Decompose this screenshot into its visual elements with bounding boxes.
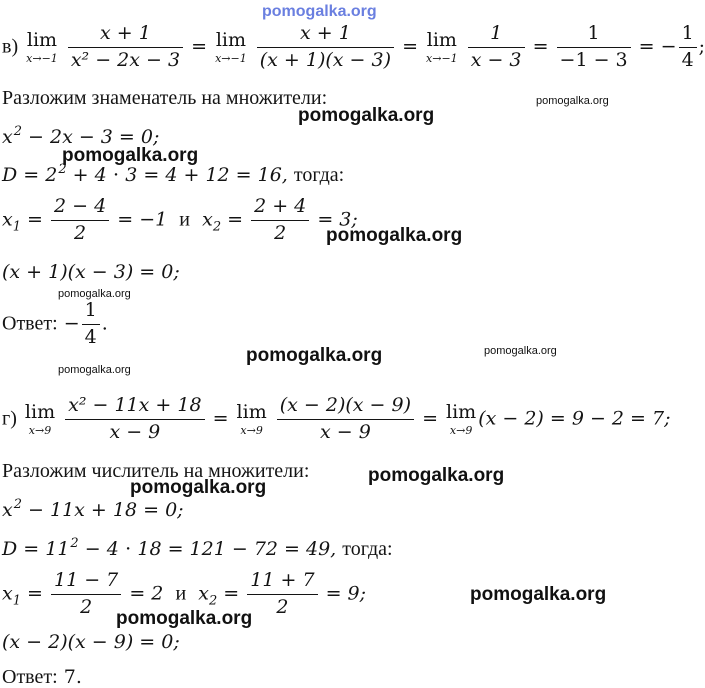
- exponent: 2: [70, 536, 79, 551]
- numerator: 11 − 7: [51, 570, 121, 595]
- numerator: 2 + 4: [251, 196, 309, 221]
- lim-word: lim: [446, 400, 477, 423]
- denominator: x − 9: [109, 420, 161, 443]
- numerator: x² − 11x + 18: [65, 395, 204, 420]
- watermark-small: pomogalka.org: [484, 345, 557, 357]
- part-v-quadratic-equation: [2, 125, 159, 147]
- numerator: 1: [468, 23, 525, 48]
- part-v-answer: Ответ: − $\frac{1}{4}$ .: [2, 299, 108, 348]
- exponent: 2: [13, 497, 22, 512]
- subscript: 1: [12, 593, 21, 609]
- watermark: pomogalka.org: [326, 225, 463, 246]
- result-fraction: [679, 23, 697, 72]
- denominator: (x + 1)(x − 3): [259, 48, 392, 71]
- numerator: x + 1: [257, 23, 394, 48]
- then-word: тогда:: [342, 538, 393, 560]
- lim-word: lim: [26, 28, 58, 51]
- fraction: [277, 395, 414, 444]
- equation-rest: − 11x + 18 = 0;: [22, 499, 184, 521]
- root-variable: x: [202, 208, 213, 231]
- part-g-factored-form: (x − 2)(x − 9) = 0;: [2, 631, 180, 653]
- watermark: pomogalka.org: [368, 465, 505, 486]
- lim-subscript: x→9: [28, 423, 52, 437]
- watermark: pomogalka.org: [116, 608, 253, 629]
- disc-start: D = 11: [2, 538, 70, 560]
- watermark: pomogalka.org: [470, 584, 607, 605]
- root-value: = 9;: [325, 582, 367, 605]
- part-g-quadratic-equation: [2, 498, 184, 520]
- lim-word: lim: [236, 400, 267, 423]
- exponent: 2: [13, 124, 22, 139]
- answer-fraction: [82, 300, 100, 349]
- denominator: 2: [274, 221, 287, 244]
- watermark: pomogalka.org: [246, 345, 383, 366]
- root-variable: x: [2, 208, 13, 231]
- part-g-factor-heading: Разложим числитель на множители:: [2, 460, 310, 482]
- limit-operator: [26, 28, 58, 65]
- denominator: x − 3: [470, 48, 522, 71]
- fraction: [68, 23, 183, 72]
- numerator: 11 + 7: [247, 570, 317, 595]
- numerator: 1: [557, 23, 631, 48]
- watermark-small: pomogalka.org: [58, 288, 131, 300]
- and-word: и: [179, 208, 190, 231]
- part-v-label: в): [2, 35, 19, 58]
- watermark-top: pomogalka.org: [262, 3, 377, 20]
- part-v-factored-form: (x + 1)(x − 3) = 0;: [2, 261, 180, 283]
- disc-rest: + 4 ⋅ 3 = 4 + 12 = 16,: [66, 164, 288, 186]
- part-g-limit-line: г) lim x→9 $\frac{\text{x² − 11x + 18}}{x - 9}$ = lim x→9 $\frac{(x - 2)(x - 9)}{x - 9}$ = lim x→9 (x − 2) = 9 − 2 = 7;: [2, 394, 671, 443]
- numerator: 1: [679, 23, 697, 48]
- exponent: 2: [58, 162, 67, 177]
- fraction: [468, 23, 525, 72]
- denominator: x − 9: [319, 420, 371, 443]
- limit-operator: [24, 400, 56, 437]
- numerator: 1: [82, 300, 100, 325]
- variable: x: [2, 126, 13, 148]
- variable: x: [2, 499, 13, 521]
- lim-word: lim: [24, 400, 56, 423]
- answer-label: Ответ:: [2, 312, 58, 335]
- then-word: тогда:: [293, 164, 345, 186]
- part-v-roots: $x_1$ = $\frac{2 - 4}{2}$ = −1 и $x_2$ = $\frac{2 + 4}{2}$ = 3;: [2, 195, 358, 244]
- part-g-discriminant: [2, 537, 393, 559]
- part-v-limit-line: в) lim x→−1 $\frac{x + 1}{\text{x² − 2x − 3}}$ = lim x→−1 $\frac{x + 1}{(x + 1)(x - 3)}$ = lim x→−1 $\frac{1}{x - 3}$ = $\frac{1}{-1 - 3}$ = − $\frac{1}{4}$ ;: [2, 22, 705, 71]
- part-g-label: г): [2, 407, 17, 430]
- fraction: [557, 23, 631, 72]
- lim-word: lim: [215, 28, 246, 51]
- limit-operator: [215, 28, 247, 65]
- root-value: = 2: [129, 582, 164, 605]
- denominator: x² − 2x − 3: [70, 48, 181, 71]
- fraction: [251, 196, 309, 245]
- denominator: 4: [84, 325, 97, 348]
- part-g-roots: $x_1$ = $\frac{11 - 7}{2}$ = 2 и $x_2$ = $\frac{11 + 7}{2}$ = 9;: [2, 569, 367, 618]
- part-v-discriminant: [2, 163, 344, 185]
- subscript: 2: [208, 593, 218, 609]
- limit-tail: (x − 2) = 9 − 2 = 7;: [478, 407, 671, 430]
- root-variable: x: [198, 582, 209, 605]
- denominator: −1 − 3: [559, 48, 628, 71]
- watermark: pomogalka.org: [130, 477, 267, 498]
- answer-label: Ответ:: [2, 666, 58, 688]
- fraction: [65, 395, 204, 444]
- fraction: [51, 196, 109, 245]
- numerator: (x − 2)(x − 9): [277, 395, 414, 420]
- disc-rest: − 4 ⋅ 18 = 121 − 72 = 49,: [78, 538, 337, 560]
- root-value: = −1: [117, 208, 168, 231]
- denominator: 2: [276, 595, 289, 618]
- limit-operator: [426, 28, 458, 65]
- denominator: 2: [80, 595, 93, 618]
- fraction: [51, 570, 121, 619]
- numerator: x + 1: [68, 23, 183, 48]
- root-variable: x: [2, 582, 13, 605]
- lim-subscript: x→−1: [426, 51, 458, 65]
- denominator: 2: [74, 221, 87, 244]
- subscript: 2: [212, 219, 222, 235]
- watermark-small: pomogalka.org: [58, 364, 131, 376]
- root-value: = 3;: [317, 208, 358, 231]
- watermark-small: pomogalka.org: [536, 95, 609, 107]
- limit-operator: [236, 400, 267, 437]
- subscript: 1: [12, 219, 21, 235]
- denominator: 4: [681, 48, 694, 71]
- equation-rest: − 2x − 3 = 0;: [22, 126, 160, 148]
- fraction: [257, 23, 394, 72]
- disc-start: D = 2: [2, 164, 58, 186]
- lim-subscript: x→9: [240, 423, 263, 437]
- lim-subscript: x→−1: [215, 51, 247, 65]
- watermark: pomogalka.org: [62, 145, 199, 166]
- part-v-factor-heading: Разложим знаменатель на множители:: [2, 87, 328, 109]
- and-word: и: [175, 582, 187, 605]
- watermark: pomogalka.org: [298, 105, 435, 126]
- lim-subscript: x→9: [449, 423, 473, 437]
- lim-subscript: x→−1: [26, 51, 58, 65]
- part-g-answer: [2, 667, 82, 687]
- fraction: [247, 570, 317, 619]
- answer-value: 7.: [63, 666, 82, 688]
- lim-word: lim: [426, 28, 457, 51]
- limit-operator: [446, 400, 477, 437]
- numerator: 2 − 4: [51, 196, 109, 221]
